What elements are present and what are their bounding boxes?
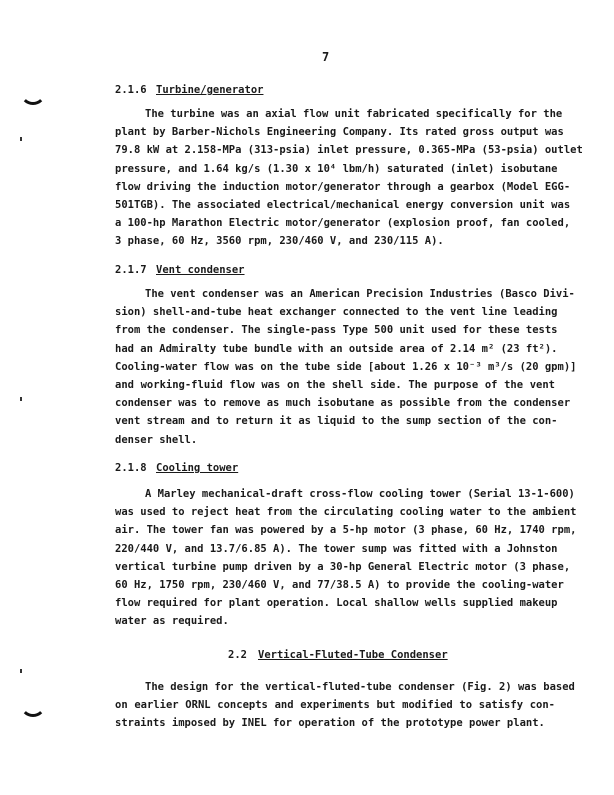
section-heading-turbine-generator <box>115 84 263 96</box>
scan-speck <box>20 669 22 673</box>
text-line: flow driving the induction motor/generator through a gearbox (Model EGG- <box>115 180 571 193</box>
page-number: 7 <box>322 50 330 64</box>
text-line: straints imposed by INEL for operation of the prototype power plant. <box>115 717 545 730</box>
text-line: The turbine was an axial flow unit fabricated specifically for the <box>145 108 563 120</box>
text-line: 60 Hz, 1750 rpm, 230/460 V, and 77/38.5 A) to provide the cooling-water <box>115 579 564 592</box>
binding-hole-mark-bottom <box>20 702 46 717</box>
section-heading-vertical-fluted-tube-condenser <box>228 649 448 661</box>
section-title: Vertical-Fluted-Tube Condenser <box>258 649 448 661</box>
paragraph-vertical-fluted-tube-condenser <box>115 678 575 733</box>
section-number: 2.1.7 <box>115 264 147 276</box>
text-line: water as required. <box>115 615 229 628</box>
text-line: a 100-hp Marathon Electric motor/generator (explosion proof, fan cooled, <box>115 217 571 230</box>
text-line: plant by Barber-Nichols Engineering Company. Its rated gross output was <box>115 126 564 139</box>
text-line: sion) shell-and-tube heat exchanger connected to the vent line leading <box>115 306 558 319</box>
text-line: The vent condenser was an American Precision Industries (Basco Divi- <box>145 288 575 300</box>
section-heading-vent-condenser <box>115 264 245 276</box>
text-line: Cooling-water flow was on the tube side [about 1.26 x 10⁻³ m³/s (20 gpm)] <box>115 360 577 373</box>
text-line: from the condenser. The single-pass Type 500 unit used for these tests <box>115 324 558 337</box>
text-line: A Marley mechanical-draft cross-flow cooling tower (Serial 13-1-600) <box>145 488 575 500</box>
text-line: denser shell. <box>115 433 198 446</box>
text-line: had an Admiralty tube bundle with an outside area of 2.14 m² (23 ft²). <box>115 342 558 355</box>
text-line: 3 phase, 60 Hz, 3560 rpm, 230/460 V, and 230/115 A). <box>115 235 444 248</box>
text-line: air. The tower fan was powered by a 5-hp motor (3 phase, 60 Hz, 1740 rpm, <box>115 524 577 537</box>
text-line: was used to reject heat from the circulating cooling water to the ambient <box>115 506 577 519</box>
binding-hole-mark-top <box>20 92 46 105</box>
section-heading-cooling-tower <box>115 462 238 474</box>
text-line: and working-fluid flow was on the shell side. The purpose of the vent <box>115 379 555 392</box>
section-number: 2.1.8 <box>115 462 147 474</box>
paragraph-turbine-generator <box>115 105 583 251</box>
text-line: 79.8 kW at 2.158-MPa (313-psia) inlet pressure, 0.365-MPa (53-psia) outlet <box>115 144 583 157</box>
text-line: vertical turbine pump driven by a 30-hp General Electric motor (3 phase, <box>115 560 571 573</box>
section-number: 2.2 <box>228 649 247 661</box>
text-line: on earlier ORNL concepts and experiments but modified to satisfy con- <box>115 699 555 712</box>
text-line: The design for the vertical-fluted-tube condenser (Fig. 2) was based <box>145 681 575 693</box>
text-line: vent stream and to return it as liquid to the sump section of the con- <box>115 415 558 428</box>
text-line: 501TGB). The associated electrical/mechanical energy conversion unit was <box>115 199 571 212</box>
text-line: pressure, and 1.64 kg/s (1.30 x 10⁴ lbm/h) saturated (inlet) isobutane <box>115 162 558 175</box>
paragraph-cooling-tower <box>115 485 577 631</box>
section-title: Turbine/generator <box>156 84 264 96</box>
section-title: Cooling tower <box>156 462 239 474</box>
scan-speck <box>20 397 22 401</box>
section-number: 2.1.6 <box>115 84 147 96</box>
text-line: condenser was to remove as much isobutane as possible from the condenser <box>115 397 571 410</box>
section-title: Vent condenser <box>156 264 245 276</box>
text-line: flow required for plant operation. Local shallow wells supplied makeup <box>115 597 558 610</box>
scan-speck <box>20 137 22 141</box>
paragraph-vent-condenser <box>115 285 577 449</box>
text-line: 220/440 V, and 13.7/6.85 A). The tower sump was fitted with a Johnston <box>115 542 558 555</box>
